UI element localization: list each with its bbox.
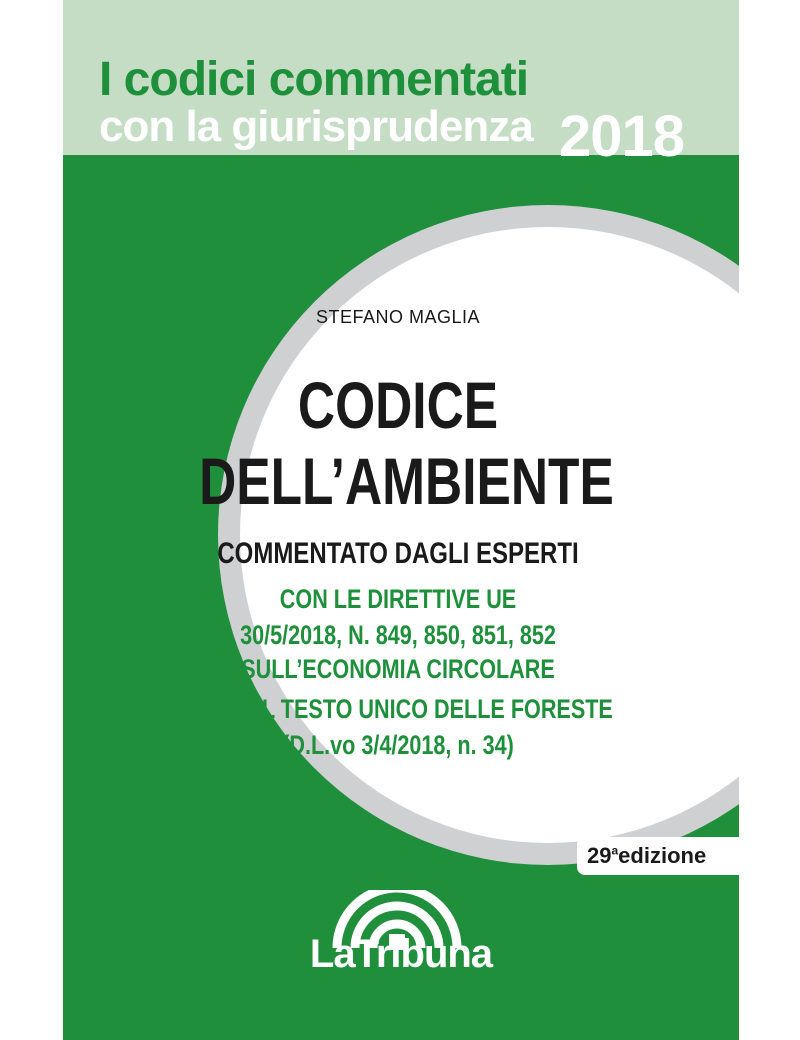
series-subtitle: con la giurisprudenza — [99, 102, 533, 151]
edition-label — [587, 843, 706, 869]
edition-year: 2018 — [559, 104, 685, 169]
edition-badge — [577, 837, 739, 875]
book-subtitle: COMMENTATO DAGLI ESPERTI — [217, 537, 579, 570]
book-title-line2: DELL’AMBIENTE — [199, 444, 614, 518]
note-line: SULL’ECONOMIA CIRCOLARE — [241, 654, 555, 684]
edition-word: edizione — [618, 843, 707, 868]
title-block — [153, 0, 733, 1040]
book-title-line1: CODICE — [297, 368, 499, 442]
publisher-name: LaTribuna — [309, 932, 493, 976]
note-line: (D.L.vo 3/4/2018, n. 34) — [282, 730, 514, 760]
series-title: I codici commentati — [99, 53, 529, 106]
note-line: 30/5/2018, N. 849, 850, 851, 852 — [240, 620, 556, 650]
book-cover — [63, 0, 739, 1040]
author-name: STEFANO MAGLIA — [315, 307, 481, 327]
note-line: CON IL TESTO UNICO DELLE FORESTE — [202, 694, 613, 724]
edition-superscript: a — [611, 843, 619, 858]
edition-number: 29 — [587, 843, 612, 868]
note-line: CON LE DIRETTIVE UE — [279, 584, 517, 614]
